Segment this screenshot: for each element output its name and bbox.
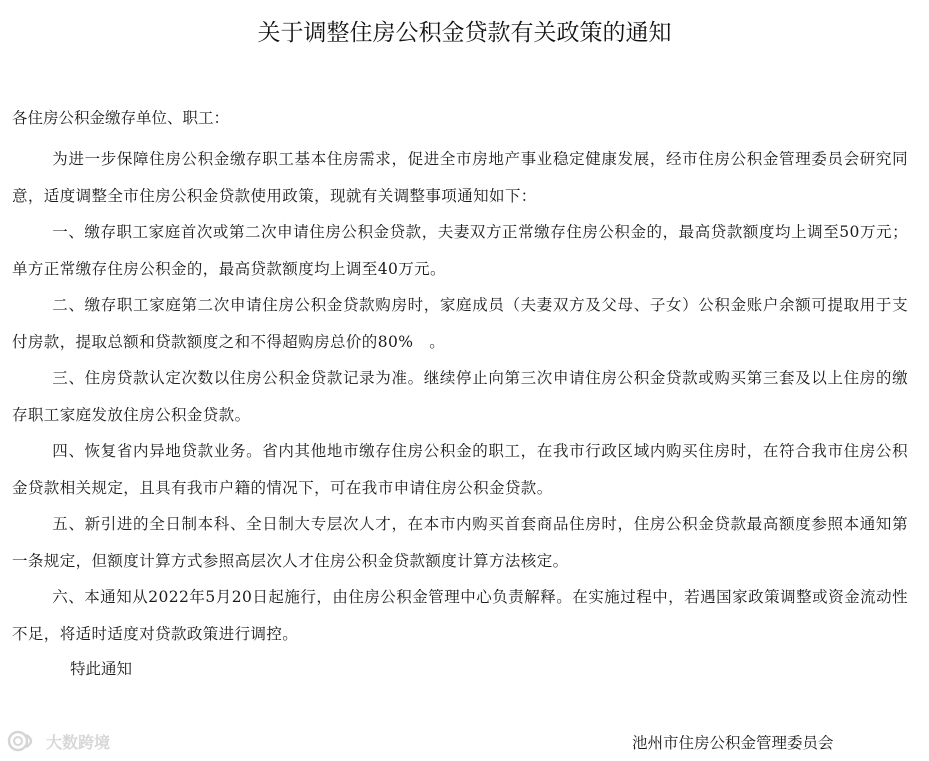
watermark xyxy=(6,729,110,753)
paragraph-item-3: 三、住房贷款认定次数以住房公积金贷款记录为准。继续停止向第三次申请住房公积金贷款或购买第三套及以上住房的缴存职工家庭发放住房公积金贷款。 xyxy=(12,369,908,424)
paragraph-item-4: 四、恢复省内异地贷款业务。省内其他地市缴存住房公积金的职工，在我市行政区域内购买住房时，在符合我市住房公积金贷款相关规定，且具有我市户籍的情况下，可在我市申请住房公积金贷款。 xyxy=(12,442,908,497)
document-title: 关于调整住房公积金贷款有关政策的通知 xyxy=(257,20,672,46)
paragraph-item-2: 二、缴存职工家庭第二次申请住房公积金贷款购房时，家庭成员（夫妻双方及父母、子女）公积金账户余额可提取用于支付房款，提取总额和贷款额度之和不得超购房总价的80% 。 xyxy=(12,296,908,351)
document-body xyxy=(12,141,908,652)
salutation: 各住房公积金缴存单位、职工： xyxy=(12,109,230,127)
paragraph-item-5: 五、新引进的全日制本科、全日制大专层次人才，在本市内购买首套商品住房时，住房公积金贷款最高额度参照本通知第一条规定，但额度计算方式参照高层次人才住房公积金贷款额度计算方法核定。 xyxy=(12,515,908,570)
watermark-text: 大数跨境 xyxy=(46,732,111,752)
paragraph-intro: 为进一步保障住房公积金缴存职工基本住房需求，促进全市房地产事业稳定健康发展，经市住房公积金管理委员会研究同意，适度调整全市住房公积金贷款使用政策，现就有关调整事项通知如下： xyxy=(12,150,908,205)
closing-text: 特此通知 xyxy=(70,660,133,678)
paragraph-item-6: 六、本通知从2022年5月20日起施行，由住房公积金管理中心负责解释。在实施过程中，若遇国家政策调整或资金流动性不足，将适时适度对贷款政策进行调控。 xyxy=(12,588,908,643)
brand-logo-icon xyxy=(6,729,40,753)
signature: 池州市住房公积金管理委员会 xyxy=(632,734,834,752)
paragraph-item-1: 一、缴存职工家庭首次或第二次申请住房公积金贷款，夫妻双方正常缴存住房公积金的，最高贷款额度均上调至50万元；单方正常缴存住房公积金的，最高贷款额度均上调至40万元。 xyxy=(12,223,908,278)
